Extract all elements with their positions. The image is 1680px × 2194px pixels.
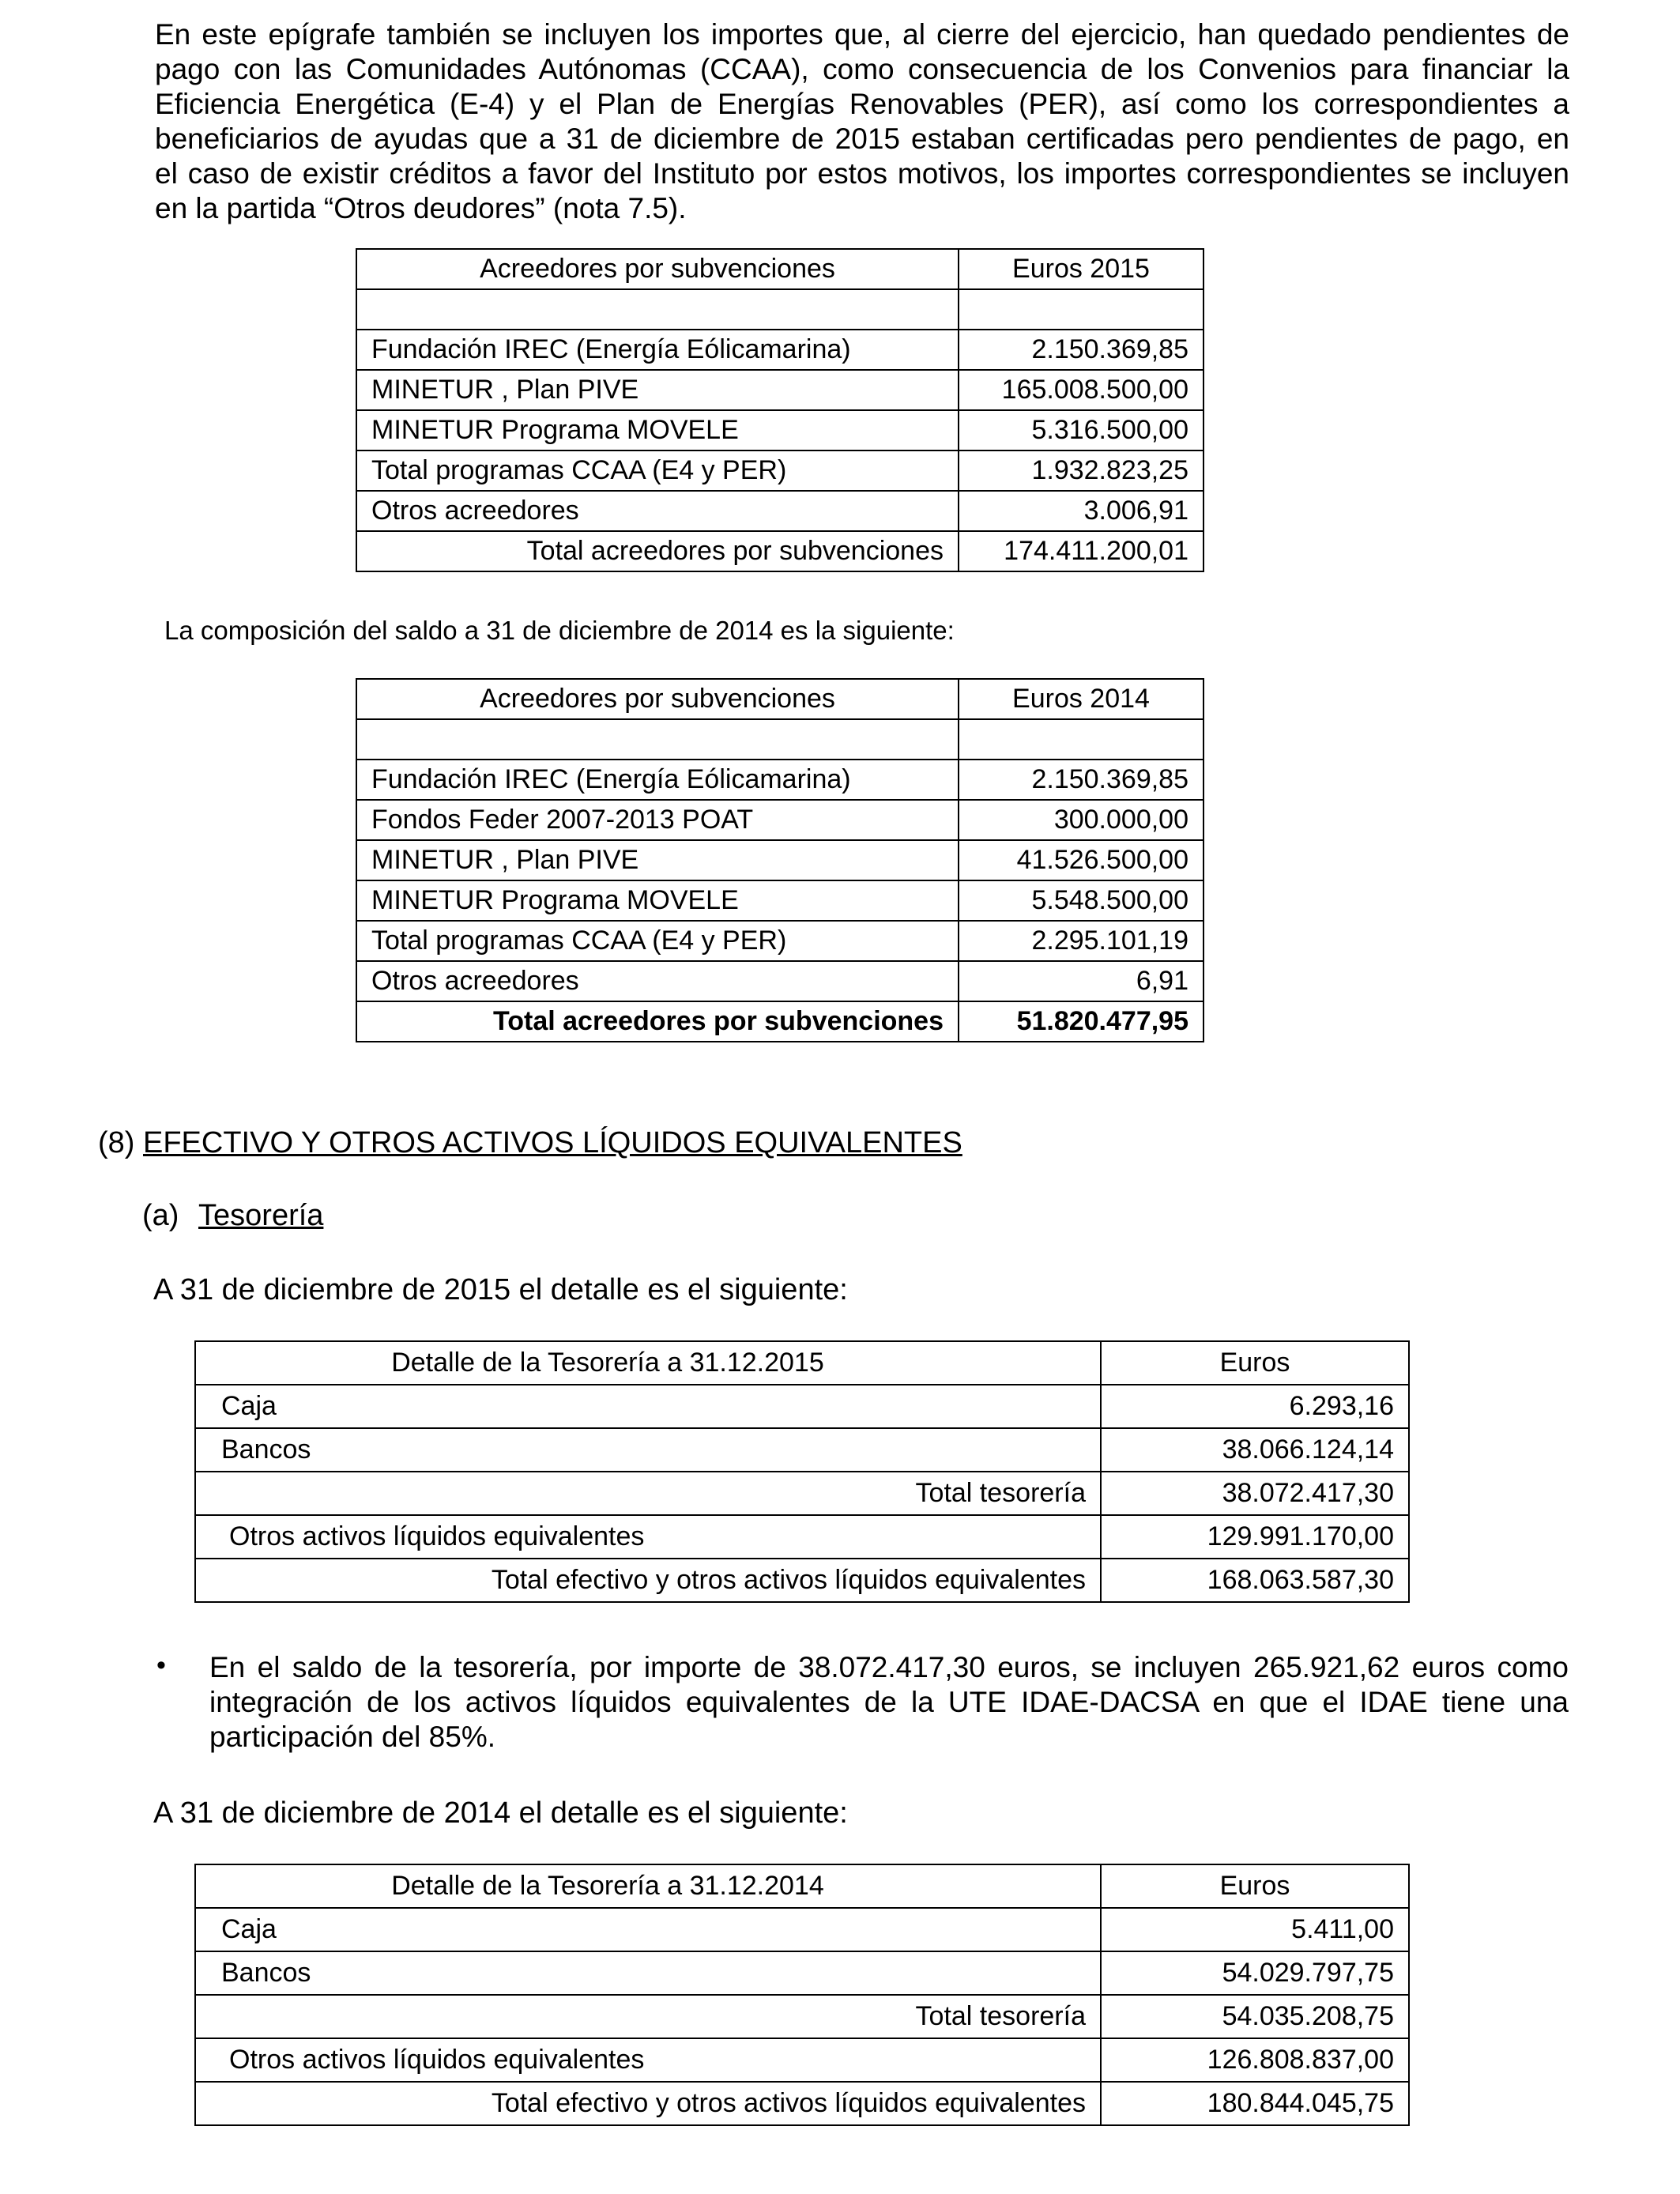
label-cell: Otros activos líquidos equivalentes [195, 2038, 1101, 2082]
table-row [356, 491, 1203, 531]
total-value-cell: 51.820.477,95 [959, 1001, 1203, 1042]
total-label-cell: Total efectivo y otros activos líquidos equivalentes [195, 1559, 1101, 1602]
header-cell: Detalle de la Tesorería a 31.12.2015 [195, 1341, 1101, 1385]
intro-paragraph [155, 17, 1569, 226]
detail-2015-text: A 31 de diciembre de 2015 el detalle es el siguiente: [153, 1273, 848, 1306]
empty-cell [959, 719, 1203, 760]
total-label-cell: Total efectivo y otros activos líquidos equivalentes [195, 2082, 1101, 2125]
table-total-row [356, 1001, 1203, 1042]
treasury-2014-table [194, 1864, 1410, 2126]
value-cell: 41.526.500,00 [959, 840, 1203, 880]
section-8-number: (8) [98, 1126, 143, 1159]
label-cell: MINETUR Programa MOVELE [356, 410, 959, 450]
subsection-a-label: (a) [142, 1199, 179, 1232]
table-row [195, 1908, 1409, 1951]
value-cell: 300.000,00 [959, 800, 1203, 840]
label-cell: Fondos Feder 2007-2013 POAT [356, 800, 959, 840]
header-cell: Euros 2015 [959, 249, 1203, 289]
label-cell: MINETUR , Plan PIVE [356, 840, 959, 880]
value-cell: 126.808.837,00 [1101, 2038, 1409, 2082]
label-cell: MINETUR Programa MOVELE [356, 880, 959, 921]
label-cell: Caja [195, 1908, 1101, 1951]
table-header-row [195, 1341, 1409, 1385]
label-cell: MINETUR , Plan PIVE [356, 370, 959, 410]
intro-line: en la partida “Otros deudores” (nota 7.5). [155, 192, 687, 224]
table-row [356, 370, 1203, 410]
intro-line: beneficiarios de ayudas que a 31 de diciembre de 2015 estaban certificadas pero pendientes de pago, en [155, 123, 1569, 155]
intro-line: el caso de existir créditos a favor del Instituto por estos motivos, los importes correspondientes se incluyen [155, 157, 1569, 190]
intro-line: En este epígrafe también se incluyen los importes que, al cierre del ejercicio, han quedado pendientes de [155, 18, 1569, 51]
value-cell: 5.411,00 [1101, 1908, 1409, 1951]
label-cell: Bancos [195, 1951, 1101, 1995]
table-subtotal-row [195, 1472, 1409, 1515]
intro-line: pago con las Comunidades Autónomas (CCAA), como consecuencia de los Convenios para financiar la [155, 53, 1569, 85]
label-cell: Otros acreedores [356, 491, 959, 531]
table-row [195, 1515, 1409, 1559]
header-cell: Detalle de la Tesorería a 31.12.2014 [195, 1864, 1101, 1908]
table-row-empty [356, 719, 1203, 760]
table-row [195, 2038, 1409, 2082]
bullet-paragraph [209, 1650, 1569, 1755]
treasury-2015-table [194, 1340, 1410, 1603]
table-row [356, 840, 1203, 880]
header-cell: Euros 2014 [959, 679, 1203, 719]
value-cell: 54.029.797,75 [1101, 1951, 1409, 1995]
table-row [356, 410, 1203, 450]
table-row-empty [356, 289, 1203, 330]
value-cell: 6,91 [959, 961, 1203, 1001]
total-label-cell: Total acreedores por subvenciones [356, 1001, 959, 1042]
value-cell: 2.295.101,19 [959, 921, 1203, 961]
value-cell: 2.150.369,85 [959, 760, 1203, 800]
label-cell: Caja [195, 1385, 1101, 1428]
table-subtotal-row [195, 1995, 1409, 2038]
header-cell: Euros [1101, 1341, 1409, 1385]
value-cell: 165.008.500,00 [959, 370, 1203, 410]
label-cell: Fundación IREC (Energía Eólicamarina) [356, 760, 959, 800]
header-cell: Acreedores por subvenciones [356, 679, 959, 719]
table-total-row [195, 2082, 1409, 2125]
empty-cell [356, 719, 959, 760]
label-cell: Total programas CCAA (E4 y PER) [356, 921, 959, 961]
total-value-cell: 174.411.200,01 [959, 531, 1203, 571]
empty-cell [959, 289, 1203, 330]
table-total-row [356, 531, 1203, 571]
subtotal-value-cell: 38.072.417,30 [1101, 1472, 1409, 1515]
label-cell: Fundación IREC (Energía Eólicamarina) [356, 330, 959, 370]
creditors-2014-table [356, 678, 1204, 1042]
total-value-cell: 168.063.587,30 [1101, 1559, 1409, 1602]
value-cell: 3.006,91 [959, 491, 1203, 531]
table-row [356, 760, 1203, 800]
table-total-row [195, 1559, 1409, 1602]
value-cell: 5.316.500,00 [959, 410, 1203, 450]
table-header-row [356, 679, 1203, 719]
subsection-a-heading [142, 1198, 323, 1233]
value-cell: 2.150.369,85 [959, 330, 1203, 370]
label-cell: Bancos [195, 1428, 1101, 1472]
value-cell: 6.293,16 [1101, 1385, 1409, 1428]
label-cell: Total programas CCAA (E4 y PER) [356, 450, 959, 491]
table-header-row [195, 1864, 1409, 1908]
header-cell: Euros [1101, 1864, 1409, 1908]
table-row [356, 921, 1203, 961]
composition-2014-text: La composición del saldo a 31 de diciembre de 2014 es la siguiente: [164, 616, 955, 645]
value-cell: 129.991.170,00 [1101, 1515, 1409, 1559]
table-row [356, 800, 1203, 840]
total-value-cell: 180.844.045,75 [1101, 2082, 1409, 2125]
detail-2014-text: A 31 de diciembre de 2014 el detalle es el siguiente: [153, 1796, 848, 1830]
creditors-2015-table [356, 248, 1204, 572]
table-header-row [356, 249, 1203, 289]
section-8-heading [98, 1125, 962, 1160]
table-row [356, 330, 1203, 370]
bullet-icon: • [156, 1650, 166, 1680]
table-row [195, 1428, 1409, 1472]
table-row [195, 1951, 1409, 1995]
table-row [356, 961, 1203, 1001]
empty-cell [356, 289, 959, 330]
value-cell: 5.548.500,00 [959, 880, 1203, 921]
bullet-line: participación del 85%. [209, 1721, 495, 1753]
subsection-a-title: Tesorería [198, 1199, 324, 1232]
table-row [356, 450, 1203, 491]
bullet-line: integración de los activos líquidos equivalentes de la UTE IDAE-DACSA en que el IDAE tiene una [209, 1686, 1569, 1718]
value-cell: 38.066.124,14 [1101, 1428, 1409, 1472]
intro-line: Eficiencia Energética (E-4) y el Plan de Energías Renovables (PER), así como los correspondientes a [155, 88, 1569, 120]
table-row [356, 880, 1203, 921]
table-row [195, 1385, 1409, 1428]
subtotal-label-cell: Total tesorería [195, 1995, 1101, 2038]
value-cell: 1.932.823,25 [959, 450, 1203, 491]
subtotal-label-cell: Total tesorería [195, 1472, 1101, 1515]
header-cell: Acreedores por subvenciones [356, 249, 959, 289]
label-cell: Otros acreedores [356, 961, 959, 1001]
section-8-title: EFECTIVO Y OTROS ACTIVOS LÍQUIDOS EQUIVALENTES [143, 1126, 962, 1159]
label-cell: Otros activos líquidos equivalentes [195, 1515, 1101, 1559]
subtotal-value-cell: 54.035.208,75 [1101, 1995, 1409, 2038]
bullet-line: En el saldo de la tesorería, por importe de 38.072.417,30 euros, se incluyen 265.921,62 euros como [209, 1651, 1569, 1683]
total-label-cell: Total acreedores por subvenciones [356, 531, 959, 571]
